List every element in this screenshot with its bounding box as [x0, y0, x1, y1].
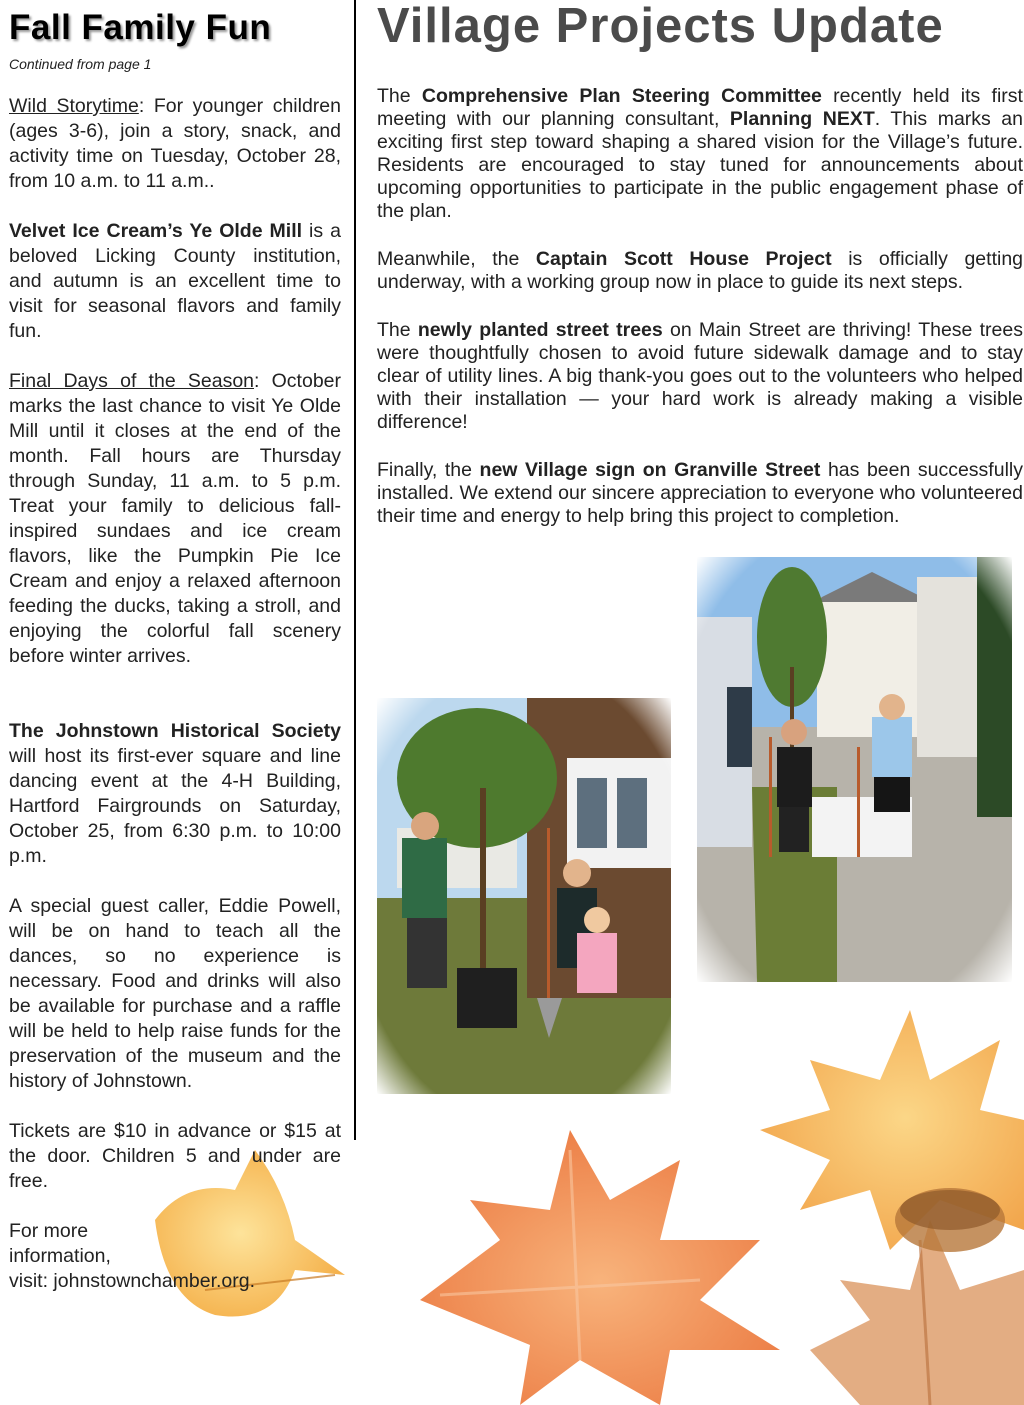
- continued-note: Continued from page 1: [9, 56, 152, 72]
- p2-bold: Captain Scott House Project: [535, 248, 832, 270]
- velvet-label: Velvet Ice Cream’s Ye Olde Mill: [9, 220, 303, 242]
- historical-text: will host its first-ever square and line dancing event at the 4-H Building, Hartford Fairgrounds on Saturday, October 25, from 6:30 p.m. to 10:00 p.m.: [9, 745, 341, 867]
- p4-text-c: has been successfully installed. We extend our sincere appreciation to everyone who volunteered their time and energy to help bring this project to completion.: [377, 459, 1023, 527]
- maple-leaf-large-orange: [380, 1090, 800, 1405]
- more-info-link[interactable]: visit: johnstownchamber.org.: [9, 1270, 256, 1292]
- velvet-text: is a beloved Licking County institution, and autumn is an excellent time to visit for seasonal flavors and family fun.: [9, 220, 341, 342]
- final-days-text: : October marks the last chance to visit Ye Olde Mill until it closes at the end of the month. Fall hours are Thursday through Sunday, 11 a.m. to 5 p.m. Treat your family to delicious fall-inspired sundaes and ice cream flavors, like the Pumpkin Pie Ice Cream and enjoy a relaxed afternoon feeding the ducks, taking a stroll, and enjoying the colorful fall scenery before winter arrives.: [9, 370, 341, 667]
- p2-text-a: Meanwhile, the: [377, 248, 536, 270]
- p1-bold-committee: Comprehensive Plan Steering Committee: [421, 85, 822, 107]
- storytime-paragraph: [9, 94, 341, 194]
- p4-bold: new Village sign on Granville Street: [479, 459, 821, 481]
- p3-text-a: The: [377, 319, 418, 341]
- historical-paragraph: [9, 719, 341, 869]
- storytime-label: Wild Storytime: [9, 95, 139, 117]
- left-column: [9, 6, 341, 1294]
- village-sign-paragraph: [377, 459, 1023, 528]
- right-column: [377, 0, 1023, 528]
- column-divider: [354, 0, 356, 1140]
- storytime-text: : For younger children (ages 3-6), join a story, snack, and activity time on Tuesday, October 28, from 10 a.m. to 11 a.m..: [9, 95, 341, 192]
- acorn-icon: [890, 1175, 1010, 1255]
- p3-bold: newly planted street trees: [417, 319, 663, 341]
- p2-text-c: is officially getting underway, with a working group now in place to guide its next steps.: [377, 248, 1024, 293]
- p1-bold-planning-next: Planning NEXT: [729, 108, 875, 130]
- street-trees-paragraph: [377, 319, 1023, 434]
- more-info-line-1: For more: [9, 1220, 89, 1242]
- plan-committee-paragraph: [377, 85, 1023, 223]
- p3-text-c: on Main Street are thriving! These trees were thoughtfully chosen to avoid future sidewalk damage and to stay clear of utility lines. A big thank-you goes out to the volunteers who helped with their installation — your hard work is already making a visible difference!: [377, 319, 1023, 433]
- captain-scott-paragraph: [377, 248, 1023, 294]
- tickets-paragraph: Tickets are $10 in advance or $15 at the door. Children 5 and under are free.: [9, 1120, 341, 1192]
- p1-text-d: . This marks an exciting first step toward shaping a shared vision for the Village’s future. Residents are encouraged to stay tuned for announcements about upcoming opportunities to participate in the public engagement phase of the plan.: [377, 108, 1023, 222]
- final-days-label: Final Days of the Season: [9, 370, 255, 392]
- tree-planting-family-photo: [377, 698, 671, 1094]
- final-days-paragraph: [9, 369, 341, 669]
- p4-text-a: Finally, the: [377, 459, 480, 481]
- historical-label: The Johnstown Historical Society: [9, 720, 341, 742]
- guest-paragraph: A special guest caller, Eddie Powell, will be on hand to teach all the dances, so no experience is necessary. Food and drinks will also be available for purchase and a raffle will be held to help raise funds for the preservation of the museum and the history of Johnstown.: [9, 895, 341, 1092]
- boys-planting-tree-photo: [697, 557, 1012, 982]
- p1-text-c: recently held its first meeting with our planning consultant,: [377, 85, 1023, 130]
- right-column-title: Village Projects Update: [377, 0, 944, 53]
- left-column-title: Fall Family Fun: [9, 8, 272, 47]
- more-info-line-2: information,: [9, 1245, 111, 1267]
- more-info-paragraph: [9, 1219, 341, 1294]
- p1-text-a: The: [377, 85, 422, 107]
- velvet-paragraph: [9, 219, 341, 344]
